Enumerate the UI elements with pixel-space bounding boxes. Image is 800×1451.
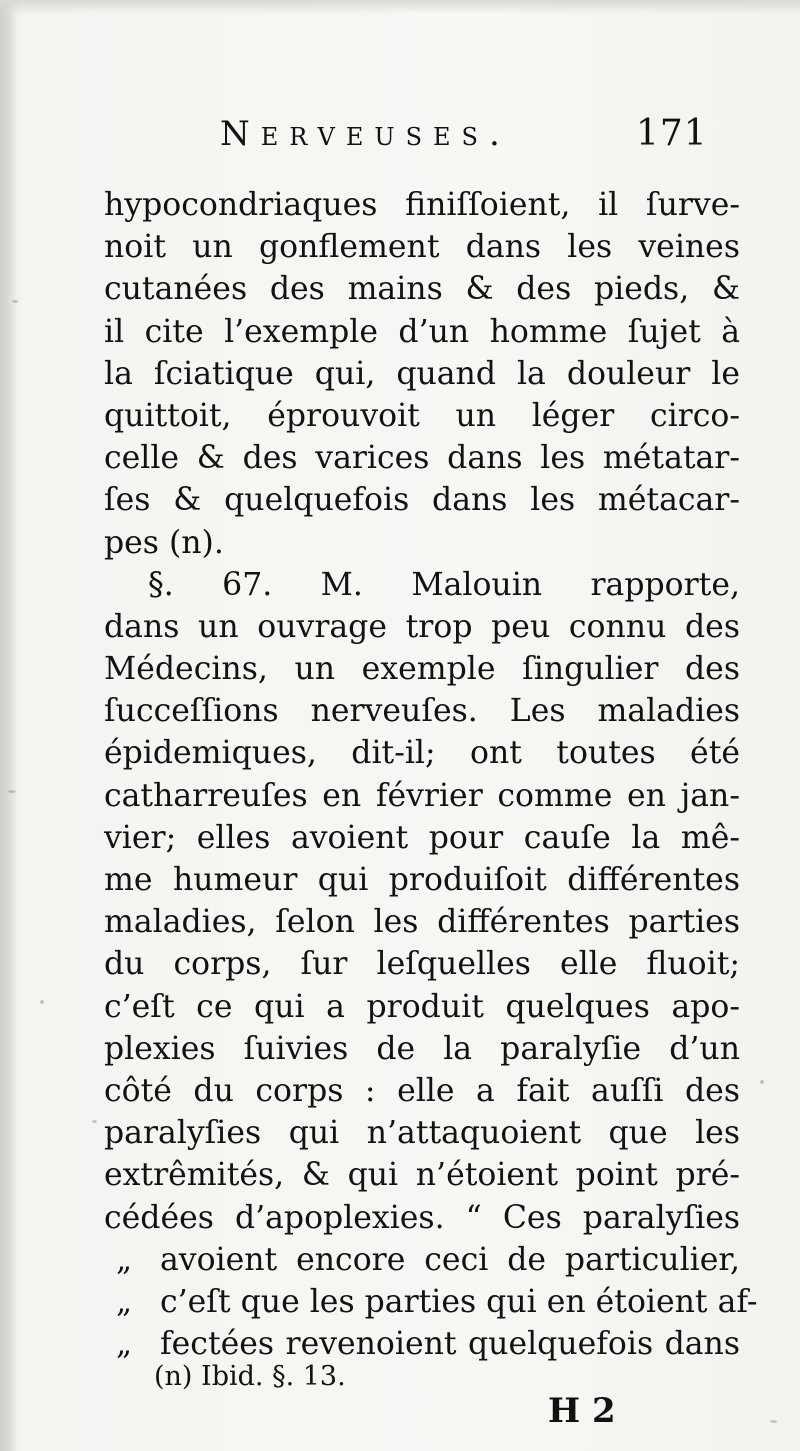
paper-speck — [40, 1000, 44, 1004]
quote-mark: „ — [116, 1241, 133, 1278]
text-line: cédées d’apoplexies. “ Ces paralyſies — [104, 1199, 740, 1236]
text-line: vier; elles avoient pour cauſe la mê- — [104, 819, 740, 856]
text-line: quittoit, éprouvoit un léger circo- — [104, 397, 740, 434]
page-header — [0, 112, 800, 156]
text-line: côté du corps : elle a fait auſſi des — [104, 1072, 740, 1109]
page-number: 171 — [636, 113, 708, 154]
running-head: Nerveuses. — [220, 114, 511, 154]
quoted-line — [104, 1281, 758, 1323]
text-line: noit un gonflement dans les veines — [104, 229, 740, 266]
paper-speck — [770, 1420, 777, 1423]
text-line: épidemiques, dit-il; ont toutes été — [104, 735, 740, 772]
text-line: ſucceſſions nerveuſes. Les maladies — [104, 693, 740, 730]
text-line: hypocondriaques finiſſoient, il ſurve- — [104, 187, 740, 223]
quoted-line-text: c’eſt que les parties qui en étoient af- — [160, 1283, 758, 1320]
page-top-edge — [0, 0, 800, 14]
paper-speck — [8, 790, 16, 793]
footnote: (n) Ibid. §. 13. — [154, 1361, 346, 1392]
text-line: du corps, ſur leſquelles elle fluoit; — [104, 946, 740, 983]
quote-mark: „ — [116, 1283, 133, 1320]
text-line: maladies, ſelon les différentes parties — [104, 904, 740, 941]
text-line: me humeur qui produiſoit différentes — [104, 862, 740, 898]
text-line: il cite l’exemple d’un homme ſujet à — [104, 313, 740, 350]
body-text — [104, 184, 758, 1365]
text-line: Médecins, un exemple ſingulier des — [104, 651, 740, 688]
page-edge-shadow — [0, 0, 16, 1451]
quoted-line — [104, 1323, 740, 1365]
paragraph-start-line: §. 67. M. Malouin rapporte, — [148, 566, 740, 603]
text-line: la ſciatique qui, quand la douleur le — [104, 355, 740, 392]
text-line: celle & des varices dans les métatar- — [104, 440, 740, 477]
paper-speck — [760, 1080, 764, 1084]
quote-mark: „ — [116, 1326, 133, 1363]
text-line: pes (n). — [104, 524, 224, 561]
text-line: dans un ouvrage trop peu connu des — [104, 608, 740, 645]
text-line: plexies ſuivies de la paralyſie d’un — [104, 1030, 740, 1067]
quoted-line-text: fectées revenoient quelquefois dans — [160, 1326, 740, 1363]
quoted-line-text: avoient encore ceci de particulier, — [160, 1241, 740, 1278]
signature-mark: H 2 — [548, 1391, 616, 1431]
text-line: ſes & quelquefois dans les métacar- — [104, 482, 740, 519]
text-line: cutanées des mains & des pieds, & — [104, 271, 740, 308]
text-line: catharreuſes en février comme en jan- — [104, 777, 740, 814]
paper-speck — [12, 300, 18, 303]
text-line: paralyſies qui n’attaquoient que les — [104, 1115, 740, 1152]
text-line: c’eſt ce qui a produit quelques apo- — [104, 988, 740, 1025]
paper-speck — [92, 1120, 97, 1123]
text-line: extrêmités, & qui n’étoient point pré- — [104, 1157, 740, 1194]
quoted-line — [104, 1239, 740, 1281]
